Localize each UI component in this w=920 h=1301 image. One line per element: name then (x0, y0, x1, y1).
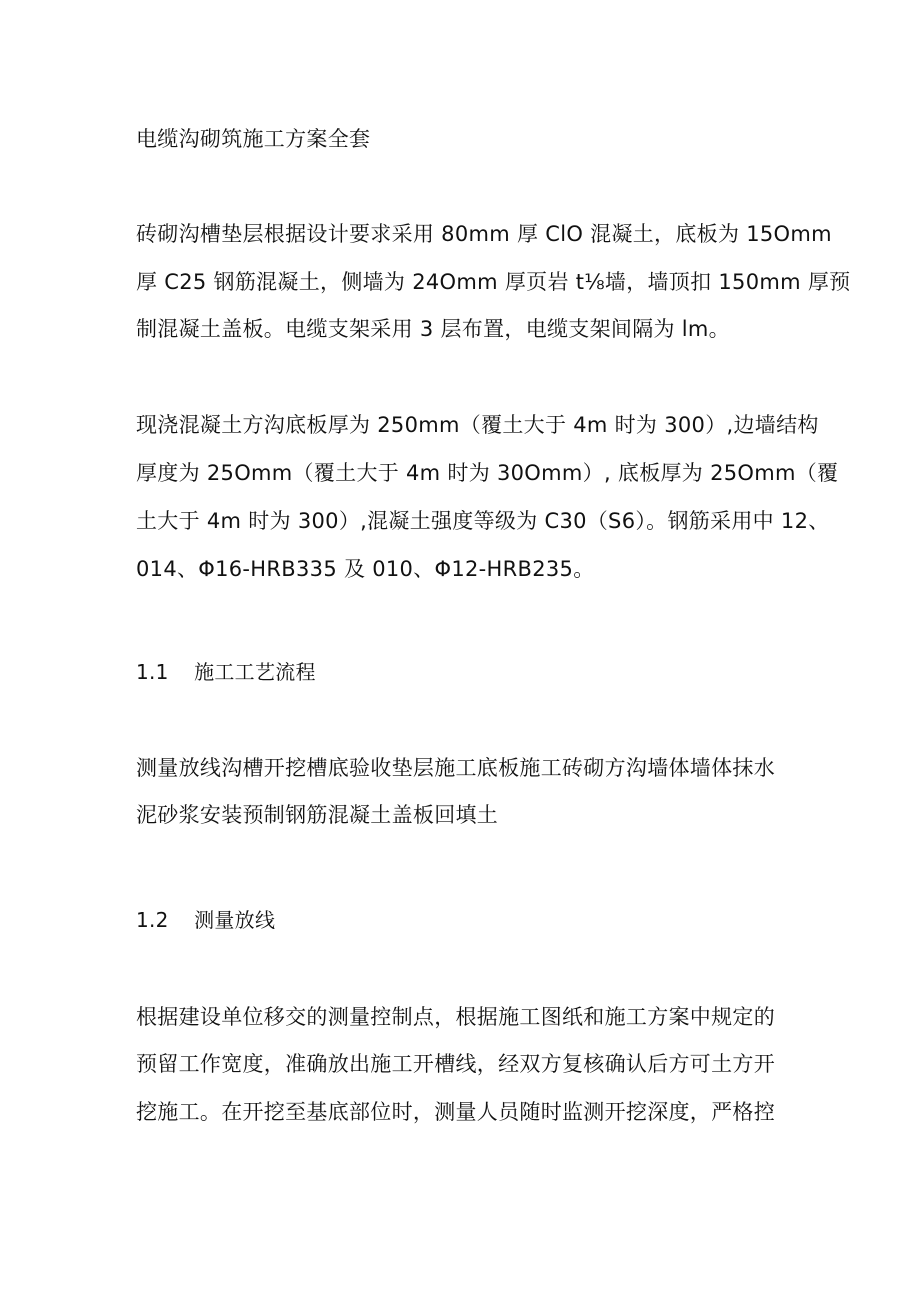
section-1-2-line-1: 根据建设单位移交的测量控制点，根据施工图纸和施工方案中规定的 (136, 1005, 775, 1029)
section-1-1-line-1: 测量放线沟槽开挖槽底验收垫层施工底板施工砖砌方沟墙体墙体抹水 (136, 756, 775, 780)
paragraph-1-line-1: 砖砌沟槽垫层根据设计要求采用 80mm 厚 ClO 混凝土，底板为 15Omm (136, 222, 832, 246)
section-1-2-number: 1.2 (136, 908, 169, 932)
section-1-1-number: 1.1 (136, 660, 169, 684)
document-title: 电缆沟砌筑施工方案全套 (136, 127, 371, 151)
paragraph-1-line-2: 厚 C25 钢筋混凝土，侧墙为 24Omm 厚页岩 t⅛墙，墙顶扣 150mm 厚预 (136, 270, 851, 294)
section-1-1-heading (136, 657, 316, 687)
section-1-2-heading (136, 905, 275, 935)
section-1-1-line-2: 泥砂浆安装预制钢筋混凝土盖板回填土 (136, 803, 499, 827)
paragraph-2-line-3: 土大于 4m 时为 300）,混凝土强度等级为 C30（S6）。钢筋采用中 12、 (136, 509, 830, 533)
paragraph-2-line-2: 厚度为 25Omm（覆土大于 4m 时为 30Omm）, 底板厚为 25Omm（覆 (136, 461, 839, 485)
section-1-2-line-2: 预留工作宽度，准确放出施工开槽线，经双方复核确认后方可土方开 (136, 1052, 775, 1076)
paragraph-2-line-4: 014、Φ16-HRB335 及 010、Φ12-HRB235。 (136, 557, 595, 581)
paragraph-2-line-1: 现浇混凝土方沟底板厚为 250mm（覆土大于 4m 时为 300）,边墙结构 (136, 413, 819, 437)
section-1-2-title: 测量放线 (194, 908, 276, 932)
section-1-2-line-3: 挖施工。在开挖至基底部位时，测量人员随时监测开挖深度，严格控 (136, 1100, 775, 1124)
paragraph-1-line-3: 制混凝土盖板。电缆支架采用 3 层布置，电缆支架间隔为 lm。 (136, 317, 730, 341)
section-1-1-title: 施工工艺流程 (194, 660, 316, 684)
